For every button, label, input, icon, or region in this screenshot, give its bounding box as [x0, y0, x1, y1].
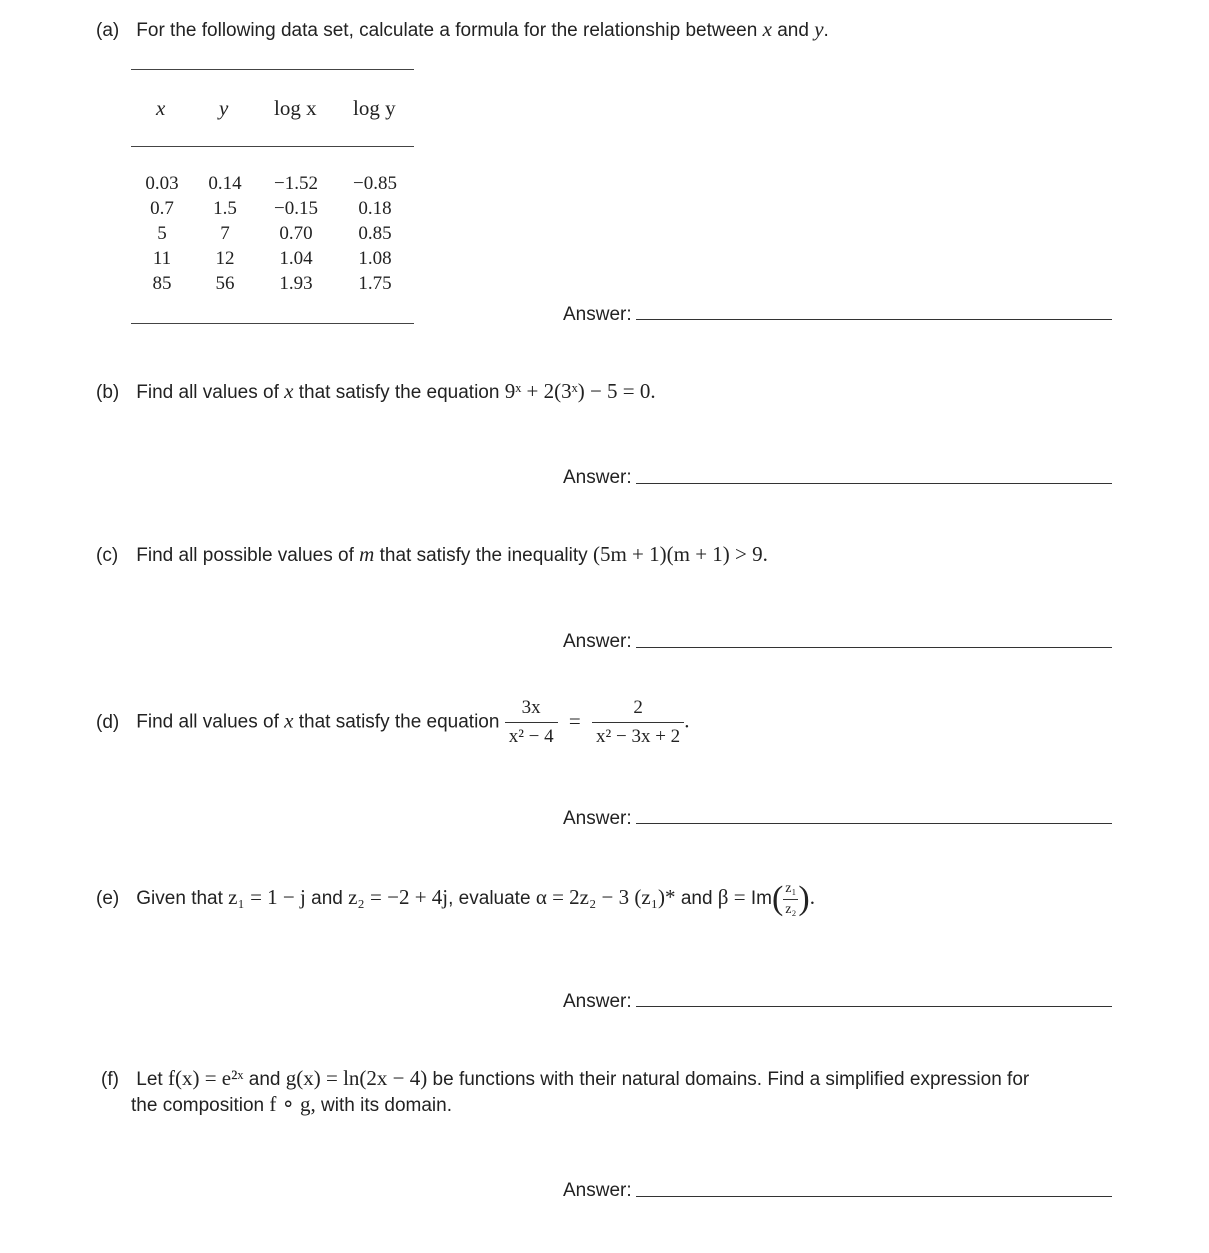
- question-a-period: .: [823, 20, 829, 41]
- table-cell: 85: [152, 272, 172, 294]
- table-cell: 0.03: [145, 172, 179, 194]
- question-d-lhs-fraction: [505, 697, 558, 748]
- question-c-label: (c): [96, 545, 119, 566]
- question-b: [96, 379, 656, 404]
- table-row: [134, 171, 418, 196]
- question-f-and: and: [248, 1069, 281, 1090]
- question-f-composition: f ∘ g,: [269, 1092, 316, 1116]
- table-cell: −0.15: [274, 197, 318, 219]
- question-b-label: (b): [96, 382, 120, 403]
- question-e-im: Im: [750, 888, 772, 910]
- table-row: [134, 221, 418, 246]
- question-f-label: (f): [101, 1069, 119, 1090]
- question-a-and: and: [777, 20, 809, 41]
- question-d-rhs-fraction: [592, 697, 684, 748]
- question-a-var-x: x: [762, 17, 772, 41]
- table-top-rule: [131, 69, 414, 70]
- question-c: [96, 542, 768, 567]
- answer-d-line[interactable]: [636, 823, 1112, 824]
- question-d-lhs-denominator: x² − 4: [508, 726, 554, 747]
- table-cell: 56: [215, 272, 235, 294]
- question-a-text: For the following data set, calculate a formula for the relationship between: [136, 20, 758, 41]
- table-header-logx: log x: [274, 96, 317, 120]
- question-e: [96, 880, 815, 918]
- question-e-period: .: [809, 885, 815, 910]
- table-cell: 0.18: [358, 197, 392, 219]
- question-f-text-1: Let: [136, 1069, 163, 1090]
- answer-d-label: Answer:: [563, 808, 632, 829]
- table-row: [134, 271, 418, 296]
- table-cell: 0.14: [208, 172, 242, 194]
- table-cell: 0.7: [150, 197, 174, 219]
- question-e-z2: z₂ = −2 + 4j: [348, 885, 449, 910]
- table-cell: 0.85: [358, 222, 392, 244]
- table-cell: 11: [152, 247, 172, 269]
- question-d-lhs-numerator: 3x: [505, 697, 558, 723]
- question-b-equation: 9ˣ + 2(3ˣ) − 5 = 0.: [504, 379, 656, 403]
- table-cell: 12: [215, 247, 235, 269]
- table-cell: 0.70: [279, 222, 313, 244]
- question-f-text-2: be functions with their natural domains. Find a simplified expression for: [432, 1069, 1030, 1090]
- answer-e-label: Answer:: [563, 991, 632, 1012]
- question-e-alpha: α = 2z₂ − 3 (z₁)*: [535, 885, 676, 910]
- answer-e-line[interactable]: [636, 1006, 1112, 1007]
- question-f-line-1: [101, 1066, 1116, 1091]
- question-d-equals: =: [568, 708, 581, 733]
- question-d-text-1: Find all values of: [136, 711, 279, 733]
- question-a-var-y: y: [814, 17, 824, 41]
- table-row: [134, 196, 418, 221]
- question-e-frac-numerator: z₁: [783, 881, 798, 900]
- answer-a-label: Answer:: [563, 304, 632, 325]
- table-cell: 1.5: [213, 197, 237, 219]
- table-header-logy: log y: [353, 96, 396, 120]
- table-cell: 1.75: [358, 272, 392, 294]
- question-a: [96, 17, 829, 42]
- question-f-g-definition: g(x) = ln(2x − 4): [285, 1066, 428, 1090]
- left-paren-icon: (: [771, 880, 784, 917]
- answer-c-line[interactable]: [636, 647, 1112, 648]
- answer-a-line[interactable]: [636, 319, 1112, 320]
- answer-b-label: Answer:: [563, 467, 632, 488]
- question-c-var: m: [359, 542, 375, 566]
- question-d-label: (d): [96, 711, 120, 733]
- question-f-f-definition: f(x) = e²ˣ: [167, 1066, 244, 1090]
- question-e-fraction: [783, 881, 798, 918]
- question-f: [101, 1066, 1116, 1117]
- table-cell: −0.85: [353, 172, 397, 194]
- question-d-text-2: that satisfy the equation: [298, 711, 500, 733]
- question-e-text-2: , evaluate: [448, 888, 531, 910]
- question-e-text-1: Given that: [136, 888, 223, 910]
- table-bottom-rule: [131, 323, 414, 324]
- answer-f-line[interactable]: [636, 1196, 1112, 1197]
- question-d: [96, 697, 689, 748]
- question-c-inequality: (5m + 1)(m + 1) > 9.: [592, 542, 768, 566]
- table-cell: 5: [157, 222, 167, 244]
- question-e-and-2: and: [680, 888, 713, 910]
- table-cell: −1.52: [274, 172, 318, 194]
- question-f-line-2: [101, 1092, 1116, 1117]
- question-f-text-3: the composition: [131, 1095, 265, 1116]
- table-cell: 1.93: [279, 272, 313, 294]
- data-table: [134, 171, 418, 296]
- table-header-rule: [131, 146, 414, 147]
- question-f-text-4: with its domain.: [321, 1095, 452, 1116]
- question-e-label: (e): [96, 888, 120, 910]
- answer-c-label: Answer:: [563, 631, 632, 652]
- answer-b-line[interactable]: [636, 483, 1112, 484]
- question-b-var: x: [284, 379, 294, 403]
- question-a-label: (a): [96, 20, 120, 41]
- question-e-z1: z₁ = 1 − j: [228, 885, 306, 910]
- right-paren-icon: ): [798, 880, 810, 917]
- question-d-var: x: [284, 708, 294, 733]
- question-e-and-1: and: [311, 888, 343, 910]
- question-b-text-1: Find all values of: [136, 382, 279, 403]
- answer-f-label: Answer:: [563, 1180, 632, 1201]
- table-cell: 1.04: [279, 247, 313, 269]
- question-c-text-2: that satisfy the inequality: [379, 545, 588, 566]
- table-header-y: y: [219, 96, 229, 120]
- question-c-text-1: Find all possible values of: [136, 545, 354, 566]
- question-e-frac-denominator: z₂: [785, 901, 797, 917]
- question-d-rhs-denominator: x² − 3x + 2: [596, 726, 681, 747]
- question-e-beta: β =: [717, 885, 746, 910]
- table-row: [134, 246, 418, 271]
- table-cell: 1.08: [358, 247, 392, 269]
- question-d-rhs-numerator: 2: [592, 697, 684, 723]
- question-d-period: .: [684, 708, 690, 733]
- table-cell: 7: [220, 222, 230, 244]
- table-header-x: x: [156, 96, 166, 120]
- question-b-text-2: that satisfy the equation: [298, 382, 500, 403]
